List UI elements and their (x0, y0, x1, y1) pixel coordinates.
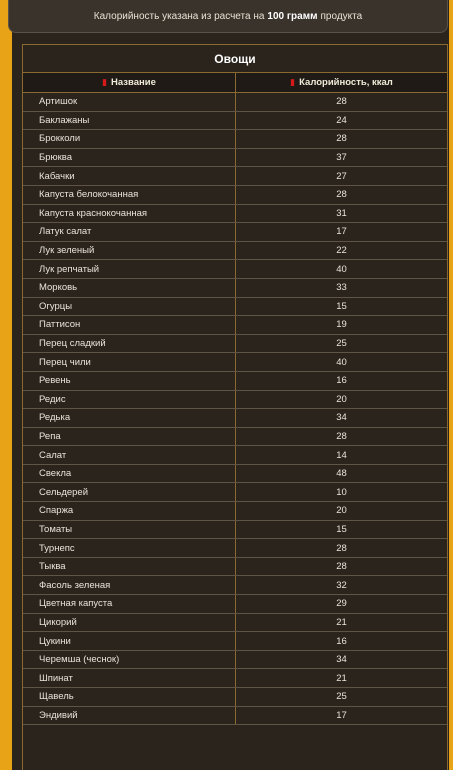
cell-name: Щавель (23, 688, 236, 707)
table-row (23, 130, 447, 149)
cell-kcal: 10 (236, 483, 448, 502)
table-row (23, 241, 447, 260)
table-row (23, 576, 447, 595)
table-row (23, 223, 447, 242)
info-banner (8, 0, 448, 33)
table-row (23, 446, 447, 465)
table-row (23, 557, 447, 576)
cell-name: Лук репчатый (23, 260, 236, 279)
cell-kcal: 29 (236, 595, 448, 614)
table-row (23, 390, 447, 409)
column-header-name-label: Название (111, 77, 156, 88)
cell-name: Латук салат (23, 223, 236, 242)
table-row (23, 93, 447, 112)
cell-kcal: 15 (236, 520, 448, 539)
table-row (23, 111, 447, 130)
cell-kcal: 19 (236, 316, 448, 335)
cell-kcal: 25 (236, 334, 448, 353)
cell-name: Салат (23, 446, 236, 465)
cell-kcal: 48 (236, 464, 448, 483)
cell-kcal: 28 (236, 130, 448, 149)
cell-name: Цветная капуста (23, 595, 236, 614)
info-note-bold: 100 грамм (267, 10, 318, 22)
cell-name: Шпинат (23, 669, 236, 688)
table-row (23, 650, 447, 669)
table-row (23, 539, 447, 558)
cell-kcal: 28 (236, 557, 448, 576)
table-row (23, 371, 447, 390)
table-row (23, 185, 447, 204)
table-row (23, 706, 447, 725)
cell-kcal: 31 (236, 204, 448, 223)
cell-kcal: 33 (236, 278, 448, 297)
cell-name: Капуста краснокочанная (23, 204, 236, 223)
cell-kcal: 17 (236, 223, 448, 242)
cell-kcal: 25 (236, 688, 448, 707)
cell-name: Артишок (23, 93, 236, 112)
cell-kcal: 20 (236, 390, 448, 409)
cell-kcal: 34 (236, 409, 448, 428)
cell-kcal: 34 (236, 650, 448, 669)
column-header-name[interactable] (23, 73, 236, 93)
cell-name: Фасоль зеленая (23, 576, 236, 595)
table-row (23, 353, 447, 372)
cell-name: Сельдерей (23, 483, 236, 502)
cell-kcal: 22 (236, 241, 448, 260)
cell-name: Черемша (чеснок) (23, 650, 236, 669)
cell-name: Брюква (23, 148, 236, 167)
cell-kcal: 28 (236, 539, 448, 558)
cell-name: Кабачки (23, 167, 236, 186)
column-header-kcal[interactable] (236, 73, 448, 93)
table-row (23, 204, 447, 223)
info-note-before: Калорийность указана из расчета на (93, 10, 265, 22)
cell-name: Перец чили (23, 353, 236, 372)
cell-kcal: 40 (236, 260, 448, 279)
cell-name: Спаржа (23, 502, 236, 521)
cell-name: Перец сладкий (23, 334, 236, 353)
table-row (23, 669, 447, 688)
cell-name: Цукини (23, 632, 236, 651)
table-body (23, 93, 447, 725)
cell-name: Репа (23, 427, 236, 446)
table-row (23, 334, 447, 353)
table-header-row (23, 73, 447, 93)
cell-kcal: 37 (236, 148, 448, 167)
cell-name: Томаты (23, 520, 236, 539)
table-row (23, 632, 447, 651)
cell-kcal: 14 (236, 446, 448, 465)
cell-name: Паттисон (23, 316, 236, 335)
cell-kcal: 17 (236, 706, 448, 725)
table-row (23, 613, 447, 632)
table-row (23, 148, 447, 167)
cell-name: Морковь (23, 278, 236, 297)
table-row (23, 297, 447, 316)
cell-kcal: 20 (236, 502, 448, 521)
cell-name: Цикорий (23, 613, 236, 632)
cell-kcal: 28 (236, 93, 448, 112)
column-header-kcal-label: Калорийность, ккал (299, 77, 393, 88)
cell-kcal: 40 (236, 353, 448, 372)
cell-name: Свекла (23, 464, 236, 483)
sort-icon[interactable]: ▮ (102, 77, 108, 87)
cell-name: Редис (23, 390, 236, 409)
table-title: Овощи (23, 45, 447, 73)
cell-name: Тыква (23, 557, 236, 576)
cell-name: Редька (23, 409, 236, 428)
table-row (23, 427, 447, 446)
calorie-table (23, 73, 447, 725)
cell-kcal: 16 (236, 371, 448, 390)
table-row (23, 409, 447, 428)
cell-kcal: 28 (236, 185, 448, 204)
cell-name: Лук зеленый (23, 241, 236, 260)
table-row (23, 167, 447, 186)
cell-kcal: 16 (236, 632, 448, 651)
table-row (23, 278, 447, 297)
table-row (23, 688, 447, 707)
sort-icon[interactable]: ▮ (290, 77, 296, 87)
cell-kcal: 28 (236, 427, 448, 446)
info-note-after: продукта (320, 10, 363, 22)
cell-kcal: 15 (236, 297, 448, 316)
table-row (23, 483, 447, 502)
table-row (23, 520, 447, 539)
cell-name: Брокколи (23, 130, 236, 149)
cell-kcal: 24 (236, 111, 448, 130)
cell-kcal: 21 (236, 613, 448, 632)
table-row (23, 595, 447, 614)
cell-name: Капуста белокочанная (23, 185, 236, 204)
table-row (23, 464, 447, 483)
cell-name: Турнепс (23, 539, 236, 558)
cell-name: Баклажаны (23, 111, 236, 130)
cell-kcal: 32 (236, 576, 448, 595)
cell-kcal: 27 (236, 167, 448, 186)
cell-name: Эндивий (23, 706, 236, 725)
table-row (23, 316, 447, 335)
table-row (23, 502, 447, 521)
cell-name: Ревень (23, 371, 236, 390)
cell-name: Огурцы (23, 297, 236, 316)
table-row (23, 260, 447, 279)
calorie-table-panel (22, 44, 448, 770)
cell-kcal: 21 (236, 669, 448, 688)
